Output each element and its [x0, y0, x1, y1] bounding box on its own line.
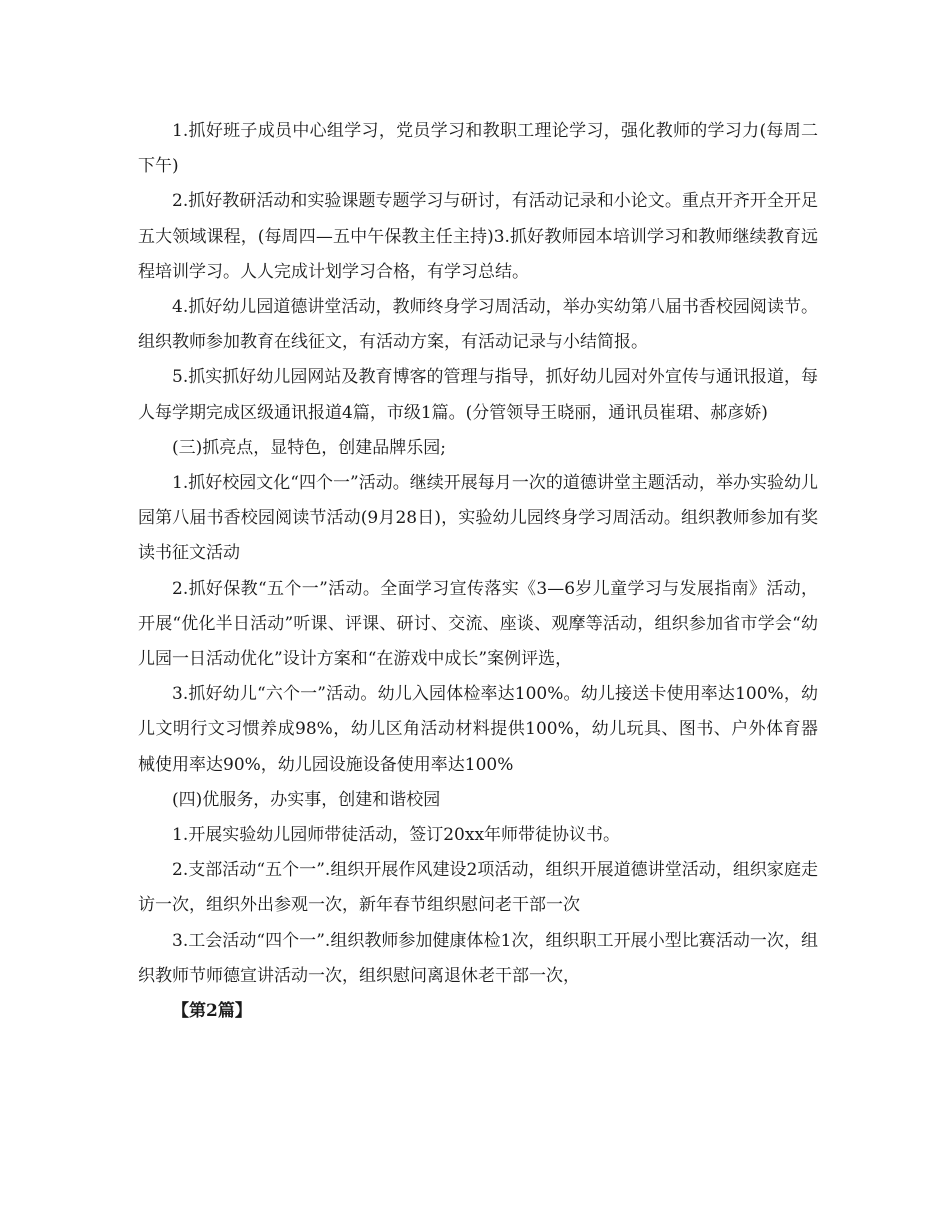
paragraph-children: 3.抓好幼儿“六个一”活动。幼儿入园体检率达100%。幼儿接送卡使用率达100%，幼儿文明行文习惯养成98%，幼儿区角活动材料提供100%，幼儿玩具、图书、户外体育器械使用率达90%，幼儿园设施设备使用率达100%	[138, 684, 818, 775]
paragraph-union: 3.工会活动“四个一”.组织教师参加健康体检1次，组织职工开展小型比赛活动一次，组织教师节师德宣讲活动一次，组织慰问离退休老干部一次，	[138, 930, 818, 986]
paragraph-research: 2.抓好教研活动和实验课题专题学习与研讨，有活动记录和小论文。重点开齐开全开足五大领域课程，(每周四—五中午保教主任主持)3.抓好教师园本培训学习和教师继续教育远程培训学习。人人完成计划学习合格，有学习总结。	[138, 191, 818, 282]
paragraph-party-branch: 2.支部活动“五个一”.组织开展作风建设2项活动，组织开展道德讲堂活动，组织家庭走访一次，组织外出参观一次，新年春节组织慰问老干部一次	[138, 860, 818, 916]
paragraph-education: 2.抓好保教“五个一”活动。全面学习宣传落实《3—6岁儿童学习与发展指南》活动，开展“优化半日活动”听课、评课、研讨、交流、座谈、观摩等活动，组织参加省市学会“幼儿园一日活动优化”设计方案和“在游戏中成长”案例评选，	[138, 578, 818, 670]
paragraph-study: 1.抓好班子成员中心组学习，党员学习和教职工理论学习，强化教师的学习力(每周二下午)	[138, 121, 818, 177]
paragraph-moral-lecture: 4.抓好幼儿园道德讲堂活动，教师终身学习周活动，举办实幼第八届书香校园阅读节。组织教师参加教育在线征文，有活动方案，有活动记录与小结简报。	[138, 297, 818, 353]
paragraph-campus-culture: 1.抓好校园文化“四个一”活动。继续开展每月一次的道德讲堂主题活动，举办实验幼儿园第八届书香校园阅读节活动(9月28日)，实验幼儿园终身学习周活动。组织教师参加有奖读书征文活动	[138, 473, 818, 564]
section-heading-four: (四)优服务，办实事，创建和谐校园	[172, 789, 441, 810]
paragraph-website: 5.抓实抓好幼儿园网站及教育博客的管理与指导，抓好幼儿园对外宣传与通讯报道，每人每学期完成区级通讯报道4篇，市级1篇。(分管领导王晓丽，通讯员崔珺、郝彦娇)	[138, 367, 818, 423]
section-heading-three: (三)抓亮点，显特色，创建品牌乐园;	[172, 437, 446, 458]
section-label: 【第2篇】	[172, 1001, 252, 1022]
document-body	[138, 114, 818, 1029]
paragraph-mentoring: 1.开展实验幼儿园师带徒活动，签订20xx年师带徒协议书。	[172, 825, 621, 846]
